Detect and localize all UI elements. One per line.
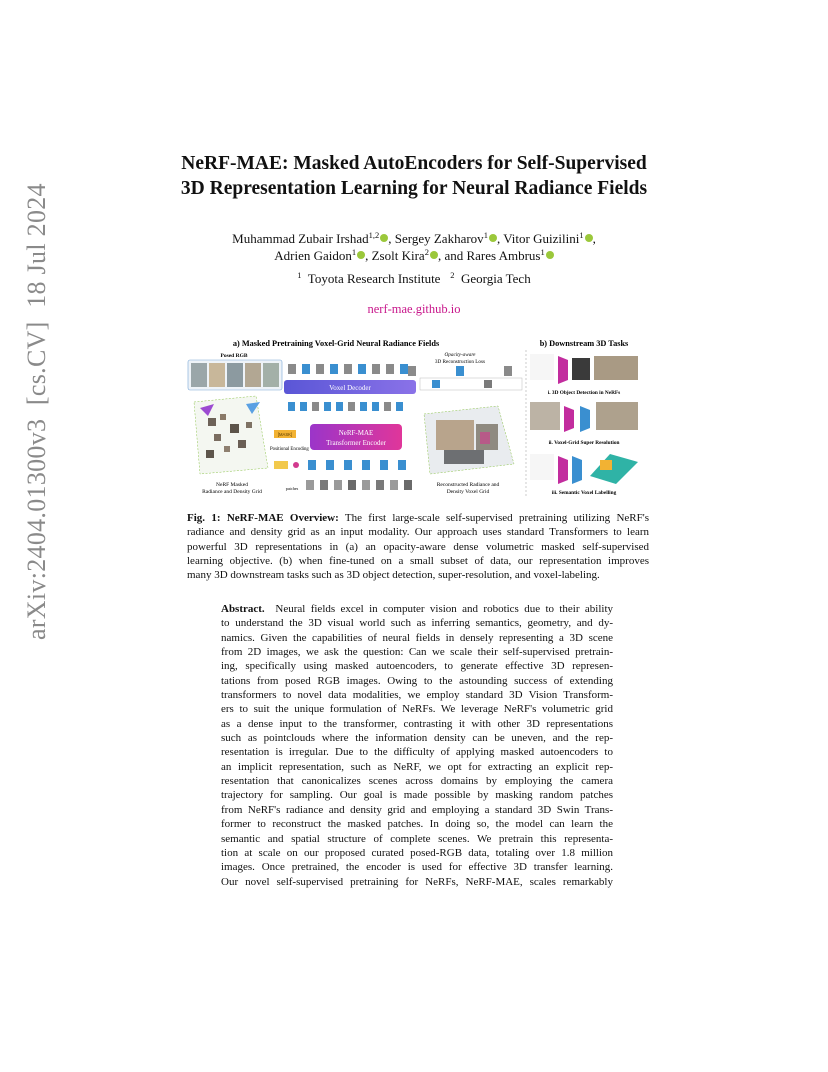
output-label-2: Density Voxel Grid xyxy=(446,489,490,495)
abstract-line: ing, specifically using masked autoencoders, to generate effective 3D represen- xyxy=(221,660,613,673)
author-name: Zsolt Kira xyxy=(371,248,425,263)
caption-line: radiance and density grid as an input modality. Our approach uses standard Transformers to learn xyxy=(187,526,649,539)
orcid-icon[interactable] xyxy=(357,251,365,259)
patch-row xyxy=(306,480,412,490)
abstract-line: from 2D images, we ask the question: Can we scale their self-supervised pretrain- xyxy=(221,646,613,659)
author-affil: 2 xyxy=(424,247,429,257)
author-sep: , xyxy=(365,248,372,263)
abstract-label: Abstract. xyxy=(221,603,265,615)
token-row xyxy=(308,460,406,470)
author-affil: 1 xyxy=(579,230,584,240)
decoder-output-cubes xyxy=(288,364,408,374)
title-line-1: NeRF-MAE: Masked AutoEncoders for Self-Supervised xyxy=(181,153,647,174)
figure-right-title: b) Downstream 3D Tasks xyxy=(539,339,629,348)
abstract-line: as a dense input to the transformer, contrasting it with other 3D representations xyxy=(221,717,613,730)
affil-marker: 2 xyxy=(450,270,455,280)
orcid-icon[interactable] xyxy=(430,251,438,259)
abstract-line: to understand the 3D visual world such as inferring semantics, geometry, and dy- xyxy=(221,617,613,630)
affiliations xyxy=(0,271,828,287)
loss-label-2: 3D Reconstruction Loss xyxy=(434,359,486,365)
input-label-2: Radiance and Density Grid xyxy=(202,489,262,495)
author-name: Sergey Zakharov xyxy=(394,231,484,246)
loss-label-1: Opacity-aware xyxy=(444,352,476,358)
mask-token-label: [MASK] xyxy=(277,432,293,437)
author-sep: , xyxy=(592,231,596,246)
author-list xyxy=(0,230,828,264)
caption-label: Fig. 1: xyxy=(187,512,221,524)
posed-rgb-images xyxy=(191,363,279,387)
abstract-line: tations from posed RGB images. Owing to the astounding success of extending xyxy=(221,674,613,687)
abstract-text: Neural fields excel in computer vision and robotics due to their ability xyxy=(275,603,613,615)
task-detection-illustration xyxy=(530,354,638,384)
author-line-1 xyxy=(0,230,828,247)
abstract-line: tion at scale on our proposed curated posed-RGB data, totaling over 1.8 million xyxy=(221,846,613,859)
author-name: Adrien Gaidon xyxy=(274,248,352,263)
abstract-line: images. Once pretrained, the encoder is used for effective 3D transfer learning. xyxy=(221,861,613,874)
author-line-2 xyxy=(0,247,828,264)
caption-lead: NeRF-MAE Overview: xyxy=(226,512,339,524)
abstract-line: semantic and spatial structure of complete scenes. We pretrain this representa- xyxy=(221,832,613,845)
encoder-label-2: Transformer Encoder xyxy=(326,439,386,447)
author-sep: , and xyxy=(437,248,467,263)
abstract-line: resentation that canonicalizes scenes across domains by employing the camera xyxy=(221,775,613,788)
task-2-label: ii. Voxel-Grid Super Resolution xyxy=(548,440,620,446)
orcid-icon[interactable] xyxy=(585,234,593,242)
abstract-line xyxy=(221,602,613,616)
figure-caption xyxy=(187,511,649,582)
abstract-line: Our novel self-supervised pretraining for NeRFs, NeRF-MAE, scales remarkably xyxy=(221,875,613,888)
task-super-resolution-illustration xyxy=(530,402,638,432)
encoder-label-1: NeRF-MAE xyxy=(338,429,374,437)
masked-grid-illustration xyxy=(194,396,268,474)
caption-text: The first large-scale self-supervised pretraining utilizing NeRF's xyxy=(344,512,650,524)
author-sep: , xyxy=(496,231,504,246)
affil-name: Toyota Research Institute xyxy=(307,271,441,286)
task-semantic-labelling-illustration xyxy=(530,454,638,484)
patches-label: patches xyxy=(285,486,299,491)
author-name: Vitor Guizilini xyxy=(503,231,580,246)
output-label-1: Reconstructed Radiance and xyxy=(436,482,500,488)
abstract-line: such as pointclouds where the information density can be uneven, and the rep- xyxy=(221,732,613,745)
caption-line xyxy=(187,511,649,525)
reconstructed-room-illustration xyxy=(424,406,514,474)
caption-line: many 3D downstream tasks such as 3D object detection, super-resolution, and voxel-labeling. xyxy=(187,569,600,582)
abstract-line: from NeRF's radiance and density grid and employing a standard 3D Swin Trans- xyxy=(221,803,613,816)
project-link[interactable]: nerf-mae.github.io xyxy=(367,302,461,316)
orcid-icon[interactable] xyxy=(489,234,497,242)
orcid-icon[interactable] xyxy=(546,251,554,259)
affil-name: Georgia Tech xyxy=(460,271,531,286)
author-sep: , xyxy=(388,231,395,246)
affil-marker: 1 xyxy=(297,270,302,280)
abstract-line: namics. Given the capabilities of neural fields in densely representing a 3D scene xyxy=(221,631,613,644)
arxiv-stamp: arXiv:2404.01300v3 [cs.CV] 18 Jul 2024 xyxy=(22,183,51,640)
abstract-line: trajectory for sampling. Our goal is made possible by masking random patches xyxy=(221,789,613,802)
abstract-line: resentation is irregular. Due to the difficulty of applying masked autoencoders to xyxy=(221,746,613,759)
voxel-decoder-label: Voxel Decoder xyxy=(329,384,371,392)
paper-title xyxy=(0,151,828,201)
author-affil: 1 xyxy=(540,247,545,257)
overview-figure xyxy=(186,336,644,500)
title-line-2: 3D Representation Learning for Neural Radiance Fields xyxy=(180,178,648,199)
caption-line: learning objective. (b) when fine-tuned on a small subset of data, our representation improves xyxy=(187,554,649,567)
abstract-line: an implicit representation, such as NeRF, we opt for extracting an explicit rep- xyxy=(221,760,613,773)
task-1-label: i. 3D Object Detection in NeRFs xyxy=(547,390,621,396)
author-name: Rares Ambrus xyxy=(466,248,541,263)
author-affil: 1 xyxy=(351,247,357,257)
task-3-label: iii. Semantic Voxel Labelling xyxy=(551,490,617,496)
author-affil: 1 xyxy=(483,230,488,240)
author-name: Muhammad Zubair Irshad xyxy=(232,231,369,246)
figure-left-title: a) Masked Pretraining Voxel-Grid Neural Radiance Fields xyxy=(232,339,440,348)
abstract-line: former to reconstruct the masked patches. In doing so, the model can learn the xyxy=(221,818,613,831)
posed-rgb-label: Posed RGB xyxy=(220,353,248,359)
positional-encoding-label: Positional Encoding xyxy=(270,447,309,452)
latent-cubes xyxy=(288,402,403,411)
author-affil: 1,2 xyxy=(368,230,380,240)
abstract-line: transformers to novel data modalities, we employ standard 3D Vision Transform- xyxy=(221,689,613,702)
input-label-1: NeRF Masked xyxy=(216,482,248,488)
abstract xyxy=(221,602,613,889)
caption-line: powerful 3D representations in (a) an opacity-aware dense volumetric masked self-supervised xyxy=(187,540,649,553)
abstract-line: ers to suit the unique formulation of NeRFs. We leverage NeRF's volumetric grid xyxy=(221,703,613,716)
